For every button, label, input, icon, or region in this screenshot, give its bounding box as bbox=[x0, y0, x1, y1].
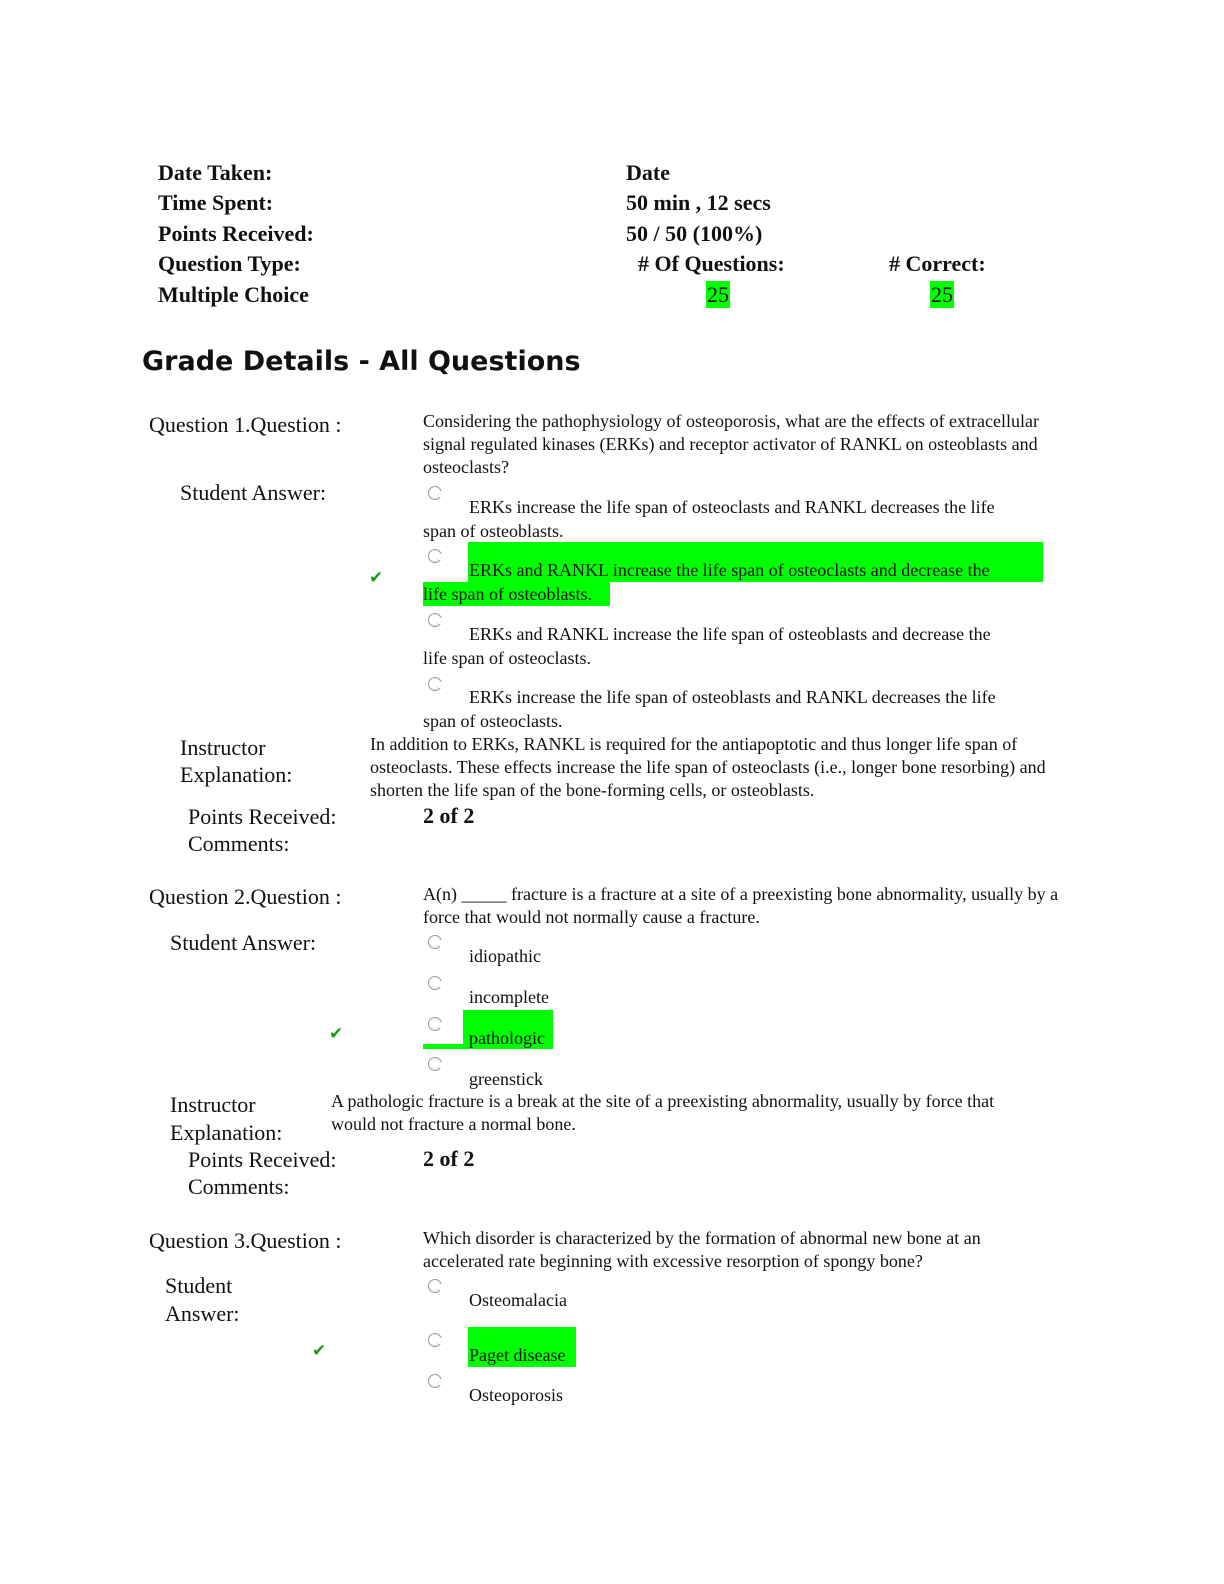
q2-option-4: greenstick bbox=[469, 1069, 543, 1089]
q1-option-3 bbox=[423, 622, 1053, 670]
q1-explanation: In addition to ERKs, RANKL is required for the antiapoptotic and thus longer life span of osteoclasts. These effects increase the life span of osteoclasts (i.e., longer bone resorbing) and shorten the life span of the bone-forming cells, or osteoblasts. bbox=[370, 734, 1046, 800]
q2-explanation: A pathologic fracture is a break at the site of a preexisting abnormality, usually by force that would not fracture a normal bone. bbox=[331, 1091, 995, 1134]
radio-icon[interactable] bbox=[428, 1333, 442, 1347]
radio-icon[interactable] bbox=[428, 1374, 442, 1388]
q1-option-2 bbox=[423, 558, 1053, 606]
q1-option-2-line1: ERKs and RANKL increase the life span of osteoclasts and decrease the bbox=[469, 560, 990, 580]
time-spent-label: Time Spent: bbox=[158, 190, 274, 215]
student-answer-label: Student Answer: bbox=[180, 480, 327, 505]
question-type-label: Question Type: bbox=[158, 251, 301, 276]
student-label: Student bbox=[165, 1273, 233, 1298]
q1-option-3-line1: ERKs and RANKL increase the life span of osteoblasts and decrease the bbox=[469, 624, 991, 644]
comments-label: Comments: bbox=[188, 831, 290, 856]
num-questions-value: 25 bbox=[707, 282, 729, 307]
q1-option-4 bbox=[423, 685, 1053, 733]
q1-option-1-line2: span of osteoblasts. bbox=[423, 521, 564, 541]
question-2-label: Question 2.Question : bbox=[149, 884, 342, 909]
points-received-label: Points Received: bbox=[188, 1147, 337, 1172]
q1-option-4-line2: span of osteoclasts. bbox=[423, 711, 563, 731]
q2-option-3: pathologic bbox=[469, 1028, 545, 1048]
time-spent-value: 50 min , 12 secs bbox=[626, 190, 771, 215]
q1-points: 2 of 2 bbox=[423, 803, 475, 828]
radio-icon[interactable] bbox=[428, 976, 442, 990]
question-1-label: Question 1.Question : bbox=[149, 412, 342, 437]
student-answer-label: Student Answer: bbox=[170, 930, 317, 955]
date-taken-label: Date Taken: bbox=[158, 160, 273, 185]
points-received-label: Points Received: bbox=[158, 221, 314, 246]
q1-option-1 bbox=[423, 495, 1053, 543]
instructor-label: Instructor bbox=[180, 735, 266, 760]
q3-option-3: Osteoporosis bbox=[469, 1385, 563, 1405]
q1-option-2-line2: life span of osteoblasts. bbox=[423, 584, 592, 604]
q2-points: 2 of 2 bbox=[423, 1146, 475, 1171]
q3-option-2: Paget disease bbox=[469, 1345, 566, 1365]
question-3-label: Question 3.Question : bbox=[149, 1228, 342, 1253]
q2-option-2: incomplete bbox=[469, 987, 549, 1007]
num-questions-label: # Of Questions: bbox=[638, 251, 785, 276]
points-received-label: Points Received: bbox=[188, 804, 337, 829]
q2-highlight-underline bbox=[423, 1044, 463, 1049]
radio-icon[interactable] bbox=[428, 1279, 442, 1293]
instructor-label: Instructor bbox=[170, 1092, 256, 1117]
num-correct-label: # Correct: bbox=[889, 251, 986, 276]
q1-option-1-line1: ERKs increase the life span of osteoclasts and RANKL decreases the life bbox=[469, 497, 995, 517]
q3-option-1: Osteomalacia bbox=[469, 1290, 567, 1310]
checkmark-icon: ✔ bbox=[369, 568, 384, 588]
radio-icon[interactable] bbox=[428, 1017, 442, 1031]
grade-details-heading: Grade Details - All Questions bbox=[142, 346, 581, 377]
checkmark-icon: ✔ bbox=[329, 1024, 344, 1044]
q2-option-1: idiopathic bbox=[469, 946, 541, 966]
explanation-label: Explanation: bbox=[170, 1120, 283, 1145]
date-value: Date bbox=[626, 160, 670, 185]
radio-icon[interactable] bbox=[428, 1057, 442, 1071]
question-2-text: A(n) _____ fracture is a fracture at a site of a preexisting bone abnormality, usually by a force that would not normally cause a fracture. bbox=[423, 884, 1059, 927]
q1-option-4-line1: ERKs increase the life span of osteoblasts and RANKL decreases the life bbox=[469, 687, 996, 707]
q1-option-3-line2: life span of osteoclasts. bbox=[423, 648, 591, 668]
question-1-text: Considering the pathophysiology of osteoporosis, what are the effects of extracellular signal regulated kinases (ERKs) and receptor activator of RANKL on osteoblasts and osteoclasts? bbox=[423, 411, 1039, 477]
comments-label: Comments: bbox=[188, 1174, 290, 1199]
explanation-label: Explanation: bbox=[180, 762, 293, 787]
points-received-value: 50 / 50 (100%) bbox=[626, 221, 763, 246]
radio-icon[interactable] bbox=[428, 935, 442, 949]
question-3-text: Which disorder is characterized by the formation of abnormal new bone at an accelerated rate beginning with excessive resorption of spongy bone? bbox=[423, 1228, 981, 1271]
checkmark-icon: ✔ bbox=[312, 1341, 327, 1361]
question-type-value: Multiple Choice bbox=[158, 282, 309, 307]
answer-label: Answer: bbox=[165, 1301, 240, 1326]
num-correct-value: 25 bbox=[931, 282, 953, 307]
